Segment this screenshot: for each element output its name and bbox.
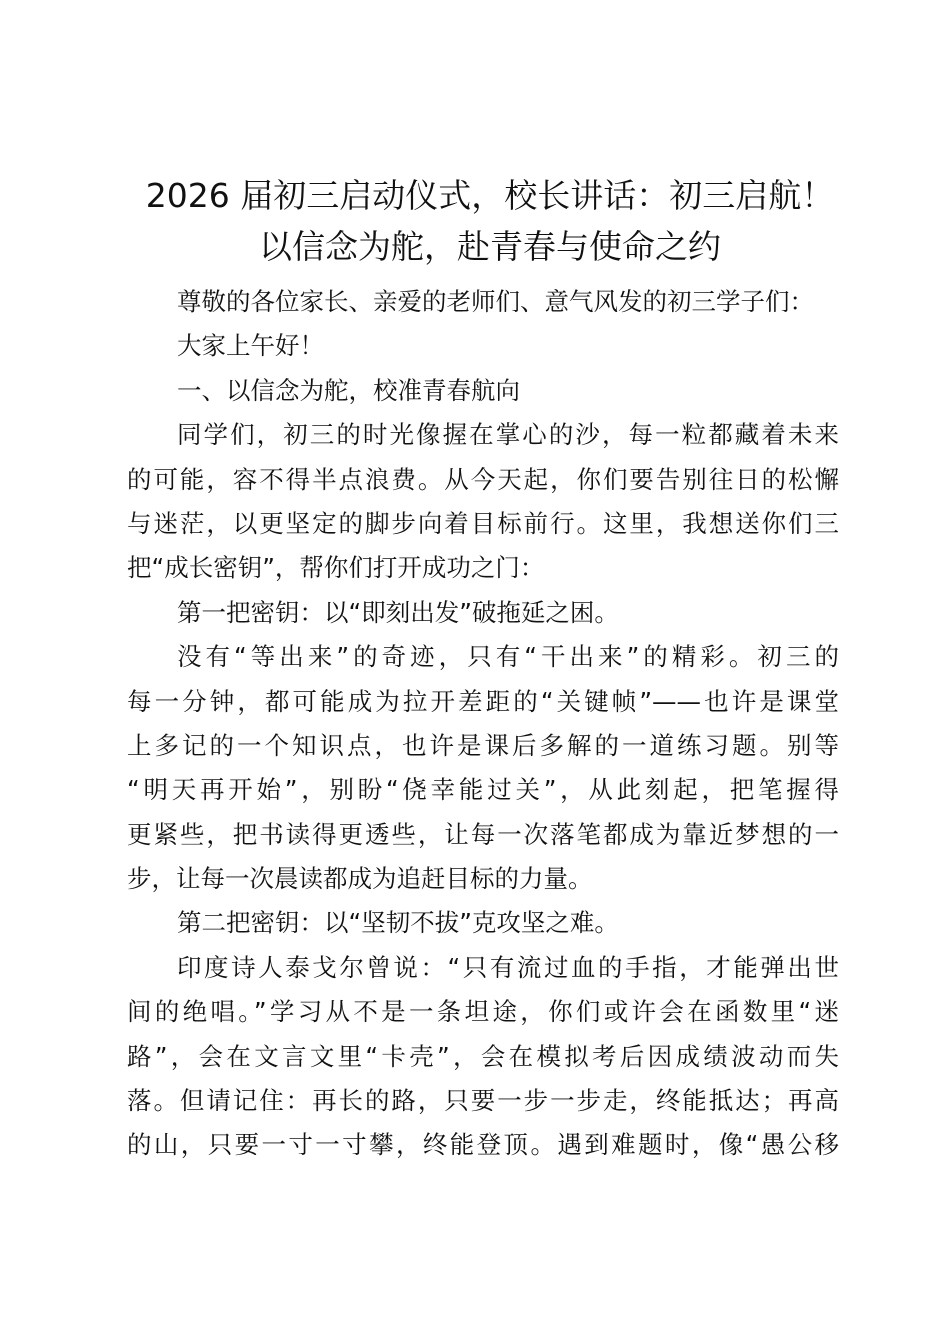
- paragraph-line: 没有“等出来”的奇迹，只有“干出来”的精彩。初三的: [177, 642, 839, 672]
- paragraph-line: 更紧些，把书读得更透些，让每一次落笔都成为靠近梦想的一: [127, 819, 839, 849]
- paragraph-line: 落。但请记住：再长的路，只要一步一步走，终能抵达；再高: [127, 1086, 839, 1116]
- paragraph-line: 的山，只要一寸一寸攀，终能登顶。遇到难题时，像“愚公移: [127, 1130, 839, 1160]
- paragraph-line: “明天再开始”，别盼“侥幸能过关”，从此刻起，把笔握得: [127, 775, 839, 805]
- paragraph-line: 间的绝唱。”学习从不是一条坦途，你们或许会在函数里“迷: [127, 997, 839, 1027]
- document-body: [127, 280, 839, 1168]
- section-heading: 一、以信念为舵，校准青春航向: [177, 375, 520, 405]
- paragraph-line: 把“成长密钥”，帮你们打开成功之门：: [127, 553, 545, 583]
- paragraph-line: 上多记的一个知识点，也许是课后多解的一道练习题。别等: [127, 730, 839, 760]
- document-title-line-2: 以信念为舵，赴青春与使命之约: [259, 227, 721, 266]
- paragraph-line: 每一分钟，都可能成为拉开差距的“关键帧”——也许是课堂: [127, 686, 839, 716]
- salutation-line: 尊敬的各位家长、亲爱的老师们、意气风发的初三学子们：: [177, 287, 814, 316]
- paragraph-line: 的可能，容不得半点浪费。从今天起，你们要告别往日的松懈: [127, 464, 839, 494]
- paragraph-line: 与迷茫，以更坚定的脚步向着目标前行。这里，我想送你们三: [127, 508, 839, 538]
- paragraph-line: 印度诗人泰戈尔曾说：“只有流过血的手指，才能弹出世: [177, 952, 839, 982]
- document-title-line-1: 2026 届初三启动仪式，校长讲话：初三启航！: [145, 176, 835, 215]
- paragraph-line: 同学们，初三的时光像握在掌心的沙，每一粒都藏着未来: [177, 420, 839, 450]
- key-heading-2: 第二把密钥：以“坚韧不拔”克攻坚之难。: [177, 908, 619, 938]
- paragraph-line: 步，让每一次晨读都成为追赶目标的力量。: [127, 864, 593, 894]
- paragraph-line: 路”，会在文言文里“卡壳”，会在模拟考后因成绩波动而失: [127, 1041, 839, 1071]
- key-heading-1: 第一把密钥：以“即刻出发”破拖延之困。: [177, 597, 619, 627]
- greeting-line: 大家上午好！: [177, 331, 324, 361]
